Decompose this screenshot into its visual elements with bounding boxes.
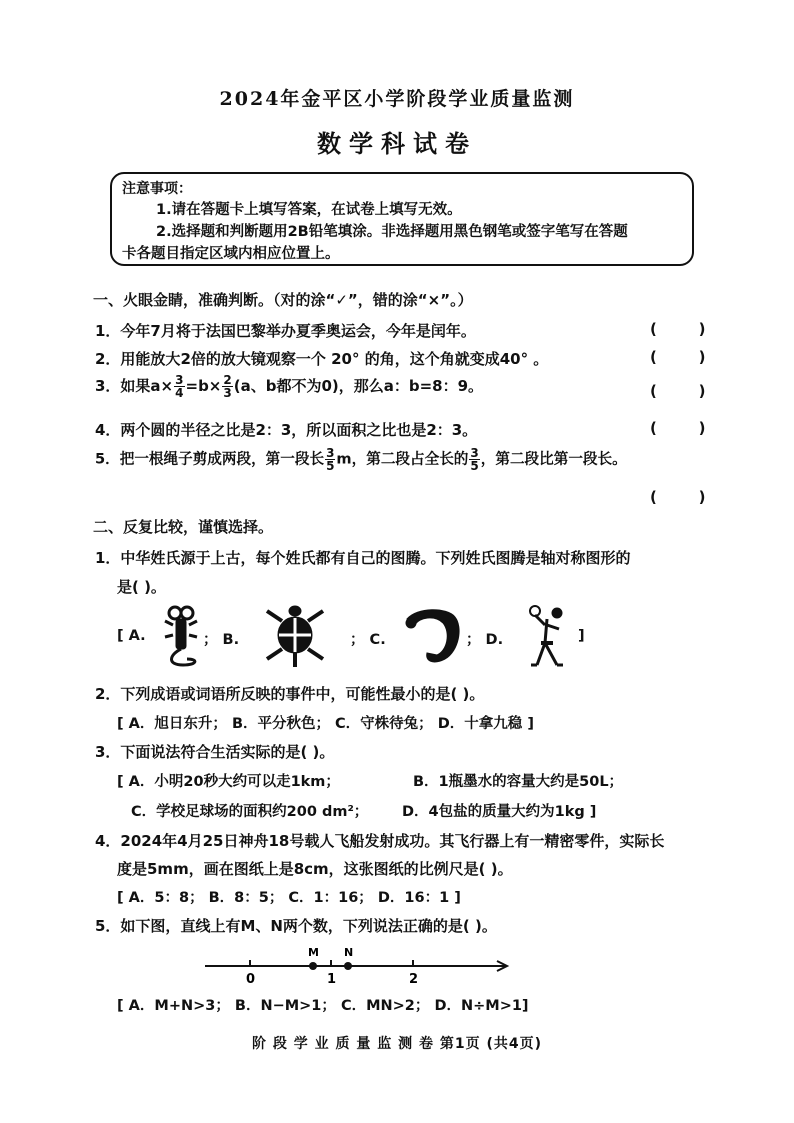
- tick-label-1: 1: [327, 972, 337, 987]
- s2-q1-option-c[interactable]: ； C.: [350, 632, 386, 648]
- s2-q3-option-b[interactable]: B．1瓶墨水的容量大约是50L；: [413, 774, 624, 790]
- fraction-numerator: 3: [175, 373, 184, 387]
- s2-q3-option-c[interactable]: C．学校足球场的面积约200 dm²；: [131, 804, 369, 820]
- s1-q3-text-mid: =b×: [185, 377, 222, 395]
- totem-b-turtle-icon[interactable]: [267, 606, 323, 667]
- s1-q2-answer-paren[interactable]: ( ): [650, 348, 706, 366]
- s2-question-2: 2．下列成语或词语所反映的事件中，可能性最小的是( )。: [95, 685, 485, 703]
- fraction-numerator: 3: [326, 446, 335, 460]
- fraction-denominator: 4: [175, 386, 184, 400]
- s2-q2-options[interactable]: [ A．旭日东升； B．平分秋色； C．守株待兔； D．十拿九稳 ]: [117, 716, 534, 732]
- notice-heading: 注意事项：: [122, 181, 192, 197]
- point-n: [344, 962, 352, 970]
- page-footer: 阶 段 学 业 质 量 监 测 卷 第1页 (共4页): [251, 1036, 543, 1052]
- s2-q3-option-a[interactable]: [ A．小明20秒大约可以走1km；: [117, 774, 340, 790]
- s1-q5-fraction-1: [325, 447, 335, 472]
- section-2-title: 二、反复比较，谨慎选择。: [93, 518, 274, 536]
- exam-title: 2024年金平区小学阶段学业质量监测: [219, 88, 575, 110]
- totem-a-serpent-icon[interactable]: [165, 607, 197, 665]
- fraction-denominator: 5: [326, 459, 335, 473]
- s2-question-4-line-1: 4．2024年4月25日神舟18号载人飞船发射成功。其飞行器上有一精密零件，实际长: [95, 832, 665, 850]
- s2-question-5: 5．如下图，直线上有M、N两个数，下列说法正确的是( )。: [95, 917, 497, 935]
- label-n: N: [344, 946, 354, 959]
- s1-q5-text-post: ，第二段比第一段长。: [480, 450, 627, 468]
- point-m: [309, 962, 317, 970]
- fraction-denominator: 3: [223, 386, 232, 400]
- totem-c-dragon-icon[interactable]: [406, 610, 459, 662]
- number-line: [195, 943, 515, 988]
- s2-q1-option-d[interactable]: ； D.: [466, 632, 504, 648]
- s2-question-4-line-2: 度是5mm，画在图纸上是8cm，这张图纸的比例尺是( )。: [117, 860, 513, 878]
- s2-question-1-line-2: 是( )。: [117, 578, 166, 596]
- totem-d-figure-icon[interactable]: [530, 606, 563, 665]
- section-1-title: 一、火眼金睛，准确判断。（对的涂“✓”，错的涂“×”。）: [93, 291, 473, 309]
- totem-icons: [117, 603, 617, 673]
- s1-q3-answer-paren[interactable]: ( ): [650, 382, 706, 400]
- notice-line-2: 2.选择题和判断题用2B铅笔填涂。非选择题用黑色钢笔或签字笔写在答题: [156, 224, 628, 240]
- s1-q3-fraction-1: [174, 374, 184, 399]
- notice-box: [110, 172, 694, 266]
- fraction-denominator: 5: [470, 459, 479, 473]
- s1-q1-answer-paren[interactable]: ( ): [650, 320, 706, 338]
- s1-question-5: [95, 447, 627, 472]
- s1-q3-text-pre: 3．如果a×: [95, 377, 174, 395]
- fraction-numerator: 3: [470, 446, 479, 460]
- s2-q5-options[interactable]: [ A．M+N>3； B．N−M>1； C．MN>2； D．N÷M>1]: [117, 998, 529, 1014]
- s1-question-3: [95, 374, 483, 399]
- s1-q5-fraction-2: [469, 447, 479, 472]
- s2-question-3: 3．下面说法符合生活实际的是( )。: [95, 743, 335, 761]
- tick-label-0: 0: [246, 972, 256, 987]
- exam-subtitle: 数学科试卷: [317, 129, 477, 158]
- s1-q3-fraction-2: [222, 374, 232, 399]
- fraction-numerator: 2: [223, 373, 232, 387]
- s1-question-2: 2．用能放大2倍的放大镜观察一个 20° 的角，这个角就变成40° 。: [95, 350, 549, 368]
- s2-question-1-line-1: 1．中华姓氏源于上古，每个姓氏都有自己的图腾。下列姓氏图腾是轴对称图形的: [95, 549, 631, 567]
- tick-label-2: 2: [409, 972, 419, 987]
- s1-question-1: 1．今年7月将于法国巴黎举办夏季奥运会，今年是闰年。: [95, 322, 476, 340]
- notice-line-3: 卡各题目指定区域内相应位置上。: [122, 246, 340, 262]
- s1-q5-text-pre: 5．把一根绳子剪成两段，第一段长: [95, 450, 325, 468]
- s1-q5-answer-paren[interactable]: ( ): [650, 488, 706, 506]
- notice-line-1: 1.请在答题卡上填写答案，在试卷上填写无效。: [156, 202, 462, 218]
- label-m: M: [308, 946, 319, 959]
- s1-q5-text-mid: m，第二段占全长的: [336, 450, 469, 468]
- s2-q1-option-open: [ A.: [117, 628, 146, 644]
- s1-q4-answer-paren[interactable]: ( ): [650, 419, 706, 437]
- s1-q3-text-post: (a、b都不为0)，那么a：b=8：9。: [233, 377, 484, 395]
- s2-q1-option-b[interactable]: ； B.: [203, 632, 240, 648]
- s1-question-4: 4．两个圆的半径之比是2：3，所以面积之比也是2：3。: [95, 421, 478, 439]
- s2-q1-option-close: ]: [578, 628, 585, 644]
- s2-q4-options[interactable]: [ A．5：8； B．8：5； C．1：16； D．16：1 ]: [117, 890, 461, 906]
- s2-q3-option-d[interactable]: D．4包盐的质量大约为1kg ]: [402, 804, 597, 820]
